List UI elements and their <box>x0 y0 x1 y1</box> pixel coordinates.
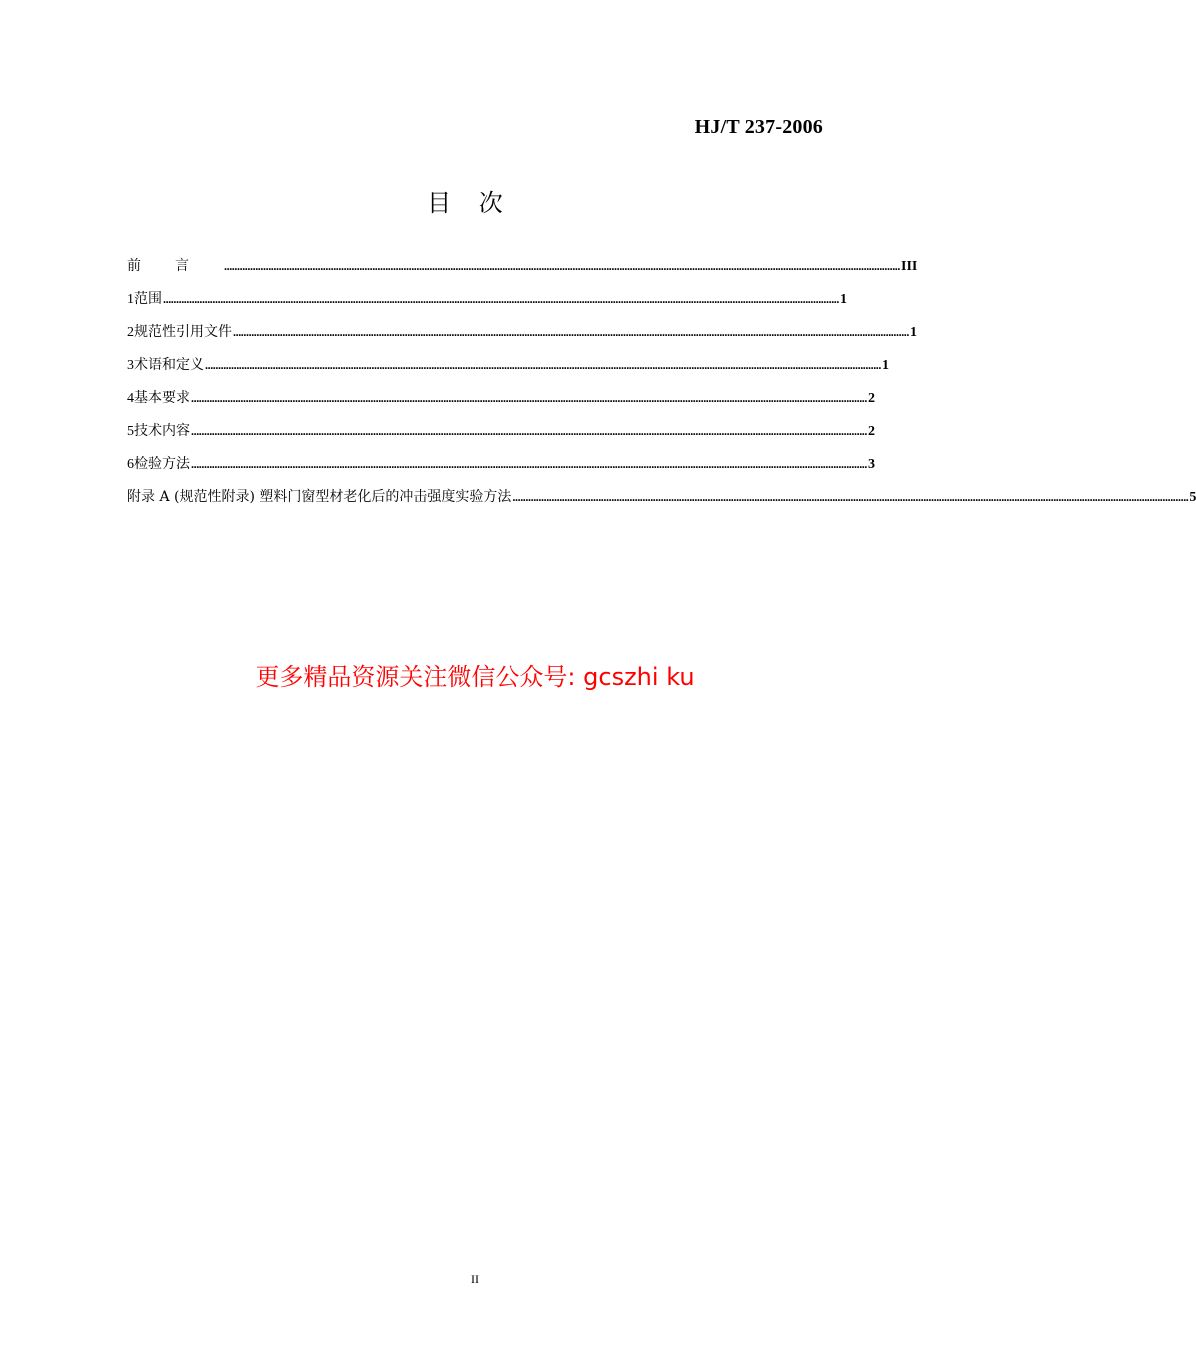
toc-entry-appendix-a[interactable] <box>127 487 1196 520</box>
toc-entry-label: 基本要求 <box>134 390 190 406</box>
toc-leader-dots: .................................................................................................................................................................................................................................................................... <box>512 490 1189 504</box>
toc-entry-label: 附录 A (规范性附录) 塑料门窗型材老化后的冲击强度实验方法 <box>127 489 512 505</box>
table-of-contents <box>127 256 1196 520</box>
toc-leader-dots: .................................................................................................................................................................................................................................................................... <box>163 292 840 306</box>
toc-entry-page: 1 <box>882 358 890 373</box>
toc-entry-page: 3 <box>868 457 876 472</box>
document-code: HJ/T 237-2006 <box>694 116 823 138</box>
toc-entry-label: 前言 <box>127 258 223 274</box>
toc-leader-dots: .................................................................................................................................................................................................................................................................... <box>224 259 901 273</box>
toc-entry-number: 2 <box>127 325 134 340</box>
toc-leader-dots: .................................................................................................................................................................................................................................................................... <box>205 358 882 372</box>
toc-entry-number: 5 <box>127 424 134 439</box>
toc-entry-foreword[interactable] <box>127 256 918 289</box>
toc-entry-technical-content[interactable] <box>127 421 876 454</box>
toc-title: 目 次 <box>427 189 513 217</box>
toc-entry-number: 6 <box>127 457 134 472</box>
toc-entry-number: 4 <box>127 391 134 406</box>
toc-entry-page: 1 <box>910 325 918 340</box>
toc-entry-label: 检验方法 <box>134 456 190 472</box>
toc-entry-label: 术语和定义 <box>134 357 204 373</box>
toc-leader-dots: .................................................................................................................................................................................................................................................................... <box>233 325 910 339</box>
toc-entry-page: III <box>901 259 918 274</box>
toc-entry-basic-requirements[interactable] <box>127 388 876 421</box>
toc-entry-number: 3 <box>127 358 134 373</box>
toc-entry-label: 范围 <box>134 291 162 307</box>
toc-entry-label: 技术内容 <box>134 423 190 439</box>
toc-entry-number: 1 <box>127 292 134 307</box>
toc-entry-test-methods[interactable] <box>127 454 876 487</box>
toc-entry-terms-definitions[interactable] <box>127 355 890 388</box>
watermark-text: 更多精品资源关注微信公众号: gcszhi ku <box>255 663 695 691</box>
toc-entry-normative-references[interactable] <box>127 322 918 355</box>
toc-entry-page: 2 <box>868 391 876 406</box>
toc-entry-page: 5 <box>1189 490 1196 505</box>
toc-entry-scope[interactable] <box>127 289 848 322</box>
toc-leader-dots: .................................................................................................................................................................................................................................................................... <box>191 457 868 471</box>
page-number: II <box>471 1272 479 1286</box>
toc-entry-page: 2 <box>868 424 876 439</box>
toc-leader-dots: .................................................................................................................................................................................................................................................................... <box>191 391 868 405</box>
toc-entry-label: 规范性引用文件 <box>134 324 232 340</box>
toc-leader-dots: .................................................................................................................................................................................................................................................................... <box>191 424 868 438</box>
toc-entry-page: 1 <box>840 292 848 307</box>
